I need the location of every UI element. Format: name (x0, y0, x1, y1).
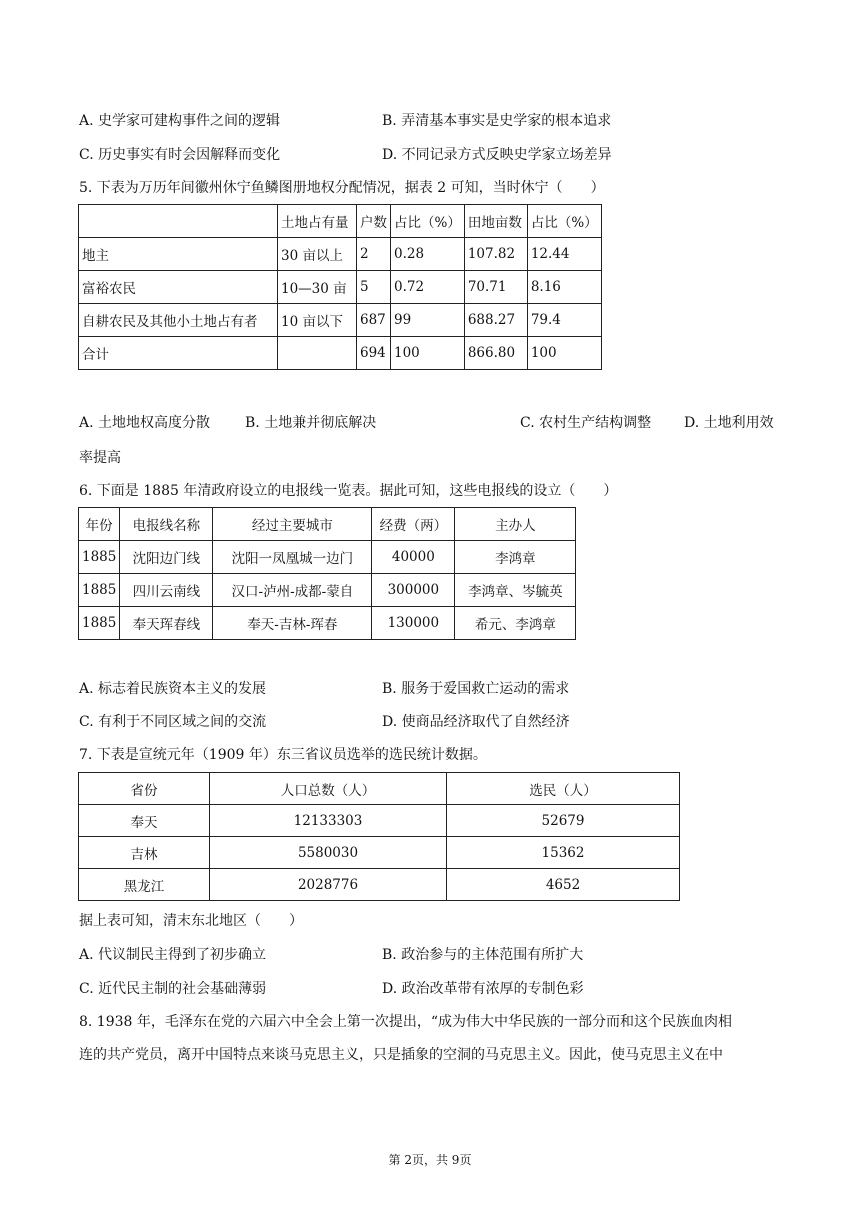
table-cell: 李鸿章 (455, 541, 576, 574)
table-header-cell: 省份 (79, 773, 210, 805)
q8-line-1: 8. 1938 年，毛泽东在党的六届六中全会上第一次提出，“成为伟大中华民族的一部分而和这个民族血肉相 (79, 1014, 733, 1030)
table-header-cell: 土地占有量 (278, 205, 357, 238)
q5-option-d: D. 土地利用效 (684, 415, 774, 431)
table-cell: 地主 (79, 238, 278, 271)
table-cell: 688.27 (464, 304, 527, 337)
q5-land-table (78, 204, 602, 370)
table-cell: 沈阳一凤凰城一边门 (213, 541, 372, 574)
q4-option-a: A. 史学家可建构事件之间的逻辑 (79, 113, 281, 129)
q4-option-d: D. 不同记录方式反映史学家立场差异 (382, 147, 612, 163)
table-row (79, 805, 680, 837)
table-cell: 4652 (447, 869, 680, 901)
table-cell: 107.82 (464, 238, 527, 271)
table-cell: 1885 (79, 541, 120, 574)
table-header-row (79, 508, 576, 541)
q5-option-b: B. 土地兼并彻底解决 (245, 415, 377, 431)
table-cell: 30 亩以上 (278, 238, 357, 271)
table-cell: 自耕农民及其他小土地占有者 (79, 304, 278, 337)
q7-option-a: A. 代议制民主得到了初步确立 (79, 947, 267, 963)
table-cell: 130000 (372, 607, 455, 640)
table-cell: 10 亩以下 (278, 304, 357, 337)
table-cell: 0.28 (391, 238, 465, 271)
q7-option-c: C. 近代民主制的社会基础薄弱 (79, 981, 267, 997)
table-header-cell (79, 205, 278, 238)
table-cell: 奉天 (79, 805, 210, 837)
table-cell: 1885 (79, 607, 120, 640)
table-row (79, 337, 602, 370)
table-header-cell: 经费（两） (372, 508, 455, 541)
table-row (79, 607, 576, 640)
table-header-cell: 田地亩数 (464, 205, 527, 238)
table-cell: 富裕农民 (79, 271, 278, 304)
table-cell: 汉口-泸州-成都-蒙自 (213, 574, 372, 607)
table-cell: 2 (357, 238, 391, 271)
table-header-cell: 电报线名称 (120, 508, 213, 541)
table-header-row (79, 205, 602, 238)
table-row (79, 541, 576, 574)
table-header-cell: 经过主要城市 (213, 508, 372, 541)
table-header-cell: 年份 (79, 508, 120, 541)
q7-option-b: B. 政治参与的主体范围有所扩大 (382, 947, 584, 963)
table-cell: 10—30 亩 (278, 271, 357, 304)
table-cell: 79.4 (527, 304, 601, 337)
q7-question: 据上表可知，清末东北地区（ ） (79, 913, 303, 929)
table-cell: 694 (357, 337, 391, 370)
table-cell: 100 (527, 337, 601, 370)
q5-option-d-continued: 率提高 (79, 450, 121, 466)
table-cell: 吉林 (79, 837, 210, 869)
table-cell: 12.44 (527, 238, 601, 271)
table-cell: 5 (357, 271, 391, 304)
q7-voter-table (78, 772, 680, 901)
q5-option-a: A. 土地地权高度分散 (79, 415, 211, 431)
table-cell: 300000 (372, 574, 455, 607)
page-number: 第 2页，共 9页 (388, 1153, 472, 1167)
table-cell: 沈阳边门线 (120, 541, 213, 574)
table-header-cell: 主办人 (455, 508, 576, 541)
q7-stem: 7. 下表是宣统元年（1909 年）东三省议员选举的选民统计数据。 (79, 747, 487, 763)
q8-line-2: 连的共产党员，离开中国特点来谈马克思主义，只是插象的空洞的马克思主义。因此，使马克思主义在中 (79, 1047, 723, 1063)
table-header-cell: 户数 (357, 205, 391, 238)
q4-option-b: B. 弄清基本事实是史学家的根本追求 (382, 113, 612, 129)
q6-option-a: A. 标志着民族资本主义的发展 (79, 681, 267, 697)
q4-option-c: C. 历史事实有时会因解释而变化 (79, 147, 281, 163)
table-header-cell: 占比（%） (391, 205, 465, 238)
table-cell: 黑龙江 (79, 869, 210, 901)
table-row (79, 271, 602, 304)
table-cell: 0.72 (391, 271, 465, 304)
table-cell: 52679 (447, 805, 680, 837)
table-header-cell: 人口总数（人） (210, 773, 447, 805)
table-header-cell: 选民（人） (447, 773, 680, 805)
table-cell: 100 (391, 337, 465, 370)
table-cell: 奉天-吉林-珲春 (213, 607, 372, 640)
table-cell: 866.80 (464, 337, 527, 370)
table-header-row (79, 773, 680, 805)
table-cell: 希元、李鸿章 (455, 607, 576, 640)
q6-option-d: D. 使商品经济取代了自然经济 (382, 714, 570, 730)
table-row (79, 238, 602, 271)
q5-option-c: C. 农村生产结构调整 (520, 415, 652, 431)
table-cell: 687 (357, 304, 391, 337)
q6-option-c: C. 有利于不同区域之间的交流 (79, 714, 267, 730)
q5-stem: 5. 下表为万历年间徽州休宁鱼鳞图册地权分配情况，据表 2 可知，当时休宁（ ） (79, 180, 605, 196)
table-cell: 70.71 (464, 271, 527, 304)
table-cell: 40000 (372, 541, 455, 574)
table-cell: 合计 (79, 337, 278, 370)
table-row (79, 837, 680, 869)
table-row (79, 304, 602, 337)
table-cell: 四川云南线 (120, 574, 213, 607)
table-row (79, 869, 680, 901)
table-cell: 99 (391, 304, 465, 337)
q7-option-d: D. 政治改革带有浓厚的专制色彩 (382, 981, 584, 997)
table-cell: 2028776 (210, 869, 447, 901)
table-cell: 李鸿章、岑毓英 (455, 574, 576, 607)
table-cell: 5580030 (210, 837, 447, 869)
q6-stem: 6. 下面是 1885 年清政府设立的电报线一览表。据此可知，这些电报线的设立（ ） (79, 483, 618, 499)
table-cell: 1885 (79, 574, 120, 607)
table-cell (278, 337, 357, 370)
table-cell: 奉天珲春线 (120, 607, 213, 640)
q6-telegraph-table (78, 507, 576, 640)
table-cell: 8.16 (527, 271, 601, 304)
table-cell: 12133303 (210, 805, 447, 837)
table-header-cell: 占比（%） (527, 205, 601, 238)
table-row (79, 574, 576, 607)
q6-option-b: B. 服务于爱国救亡运动的需求 (382, 681, 570, 697)
table-cell: 15362 (447, 837, 680, 869)
